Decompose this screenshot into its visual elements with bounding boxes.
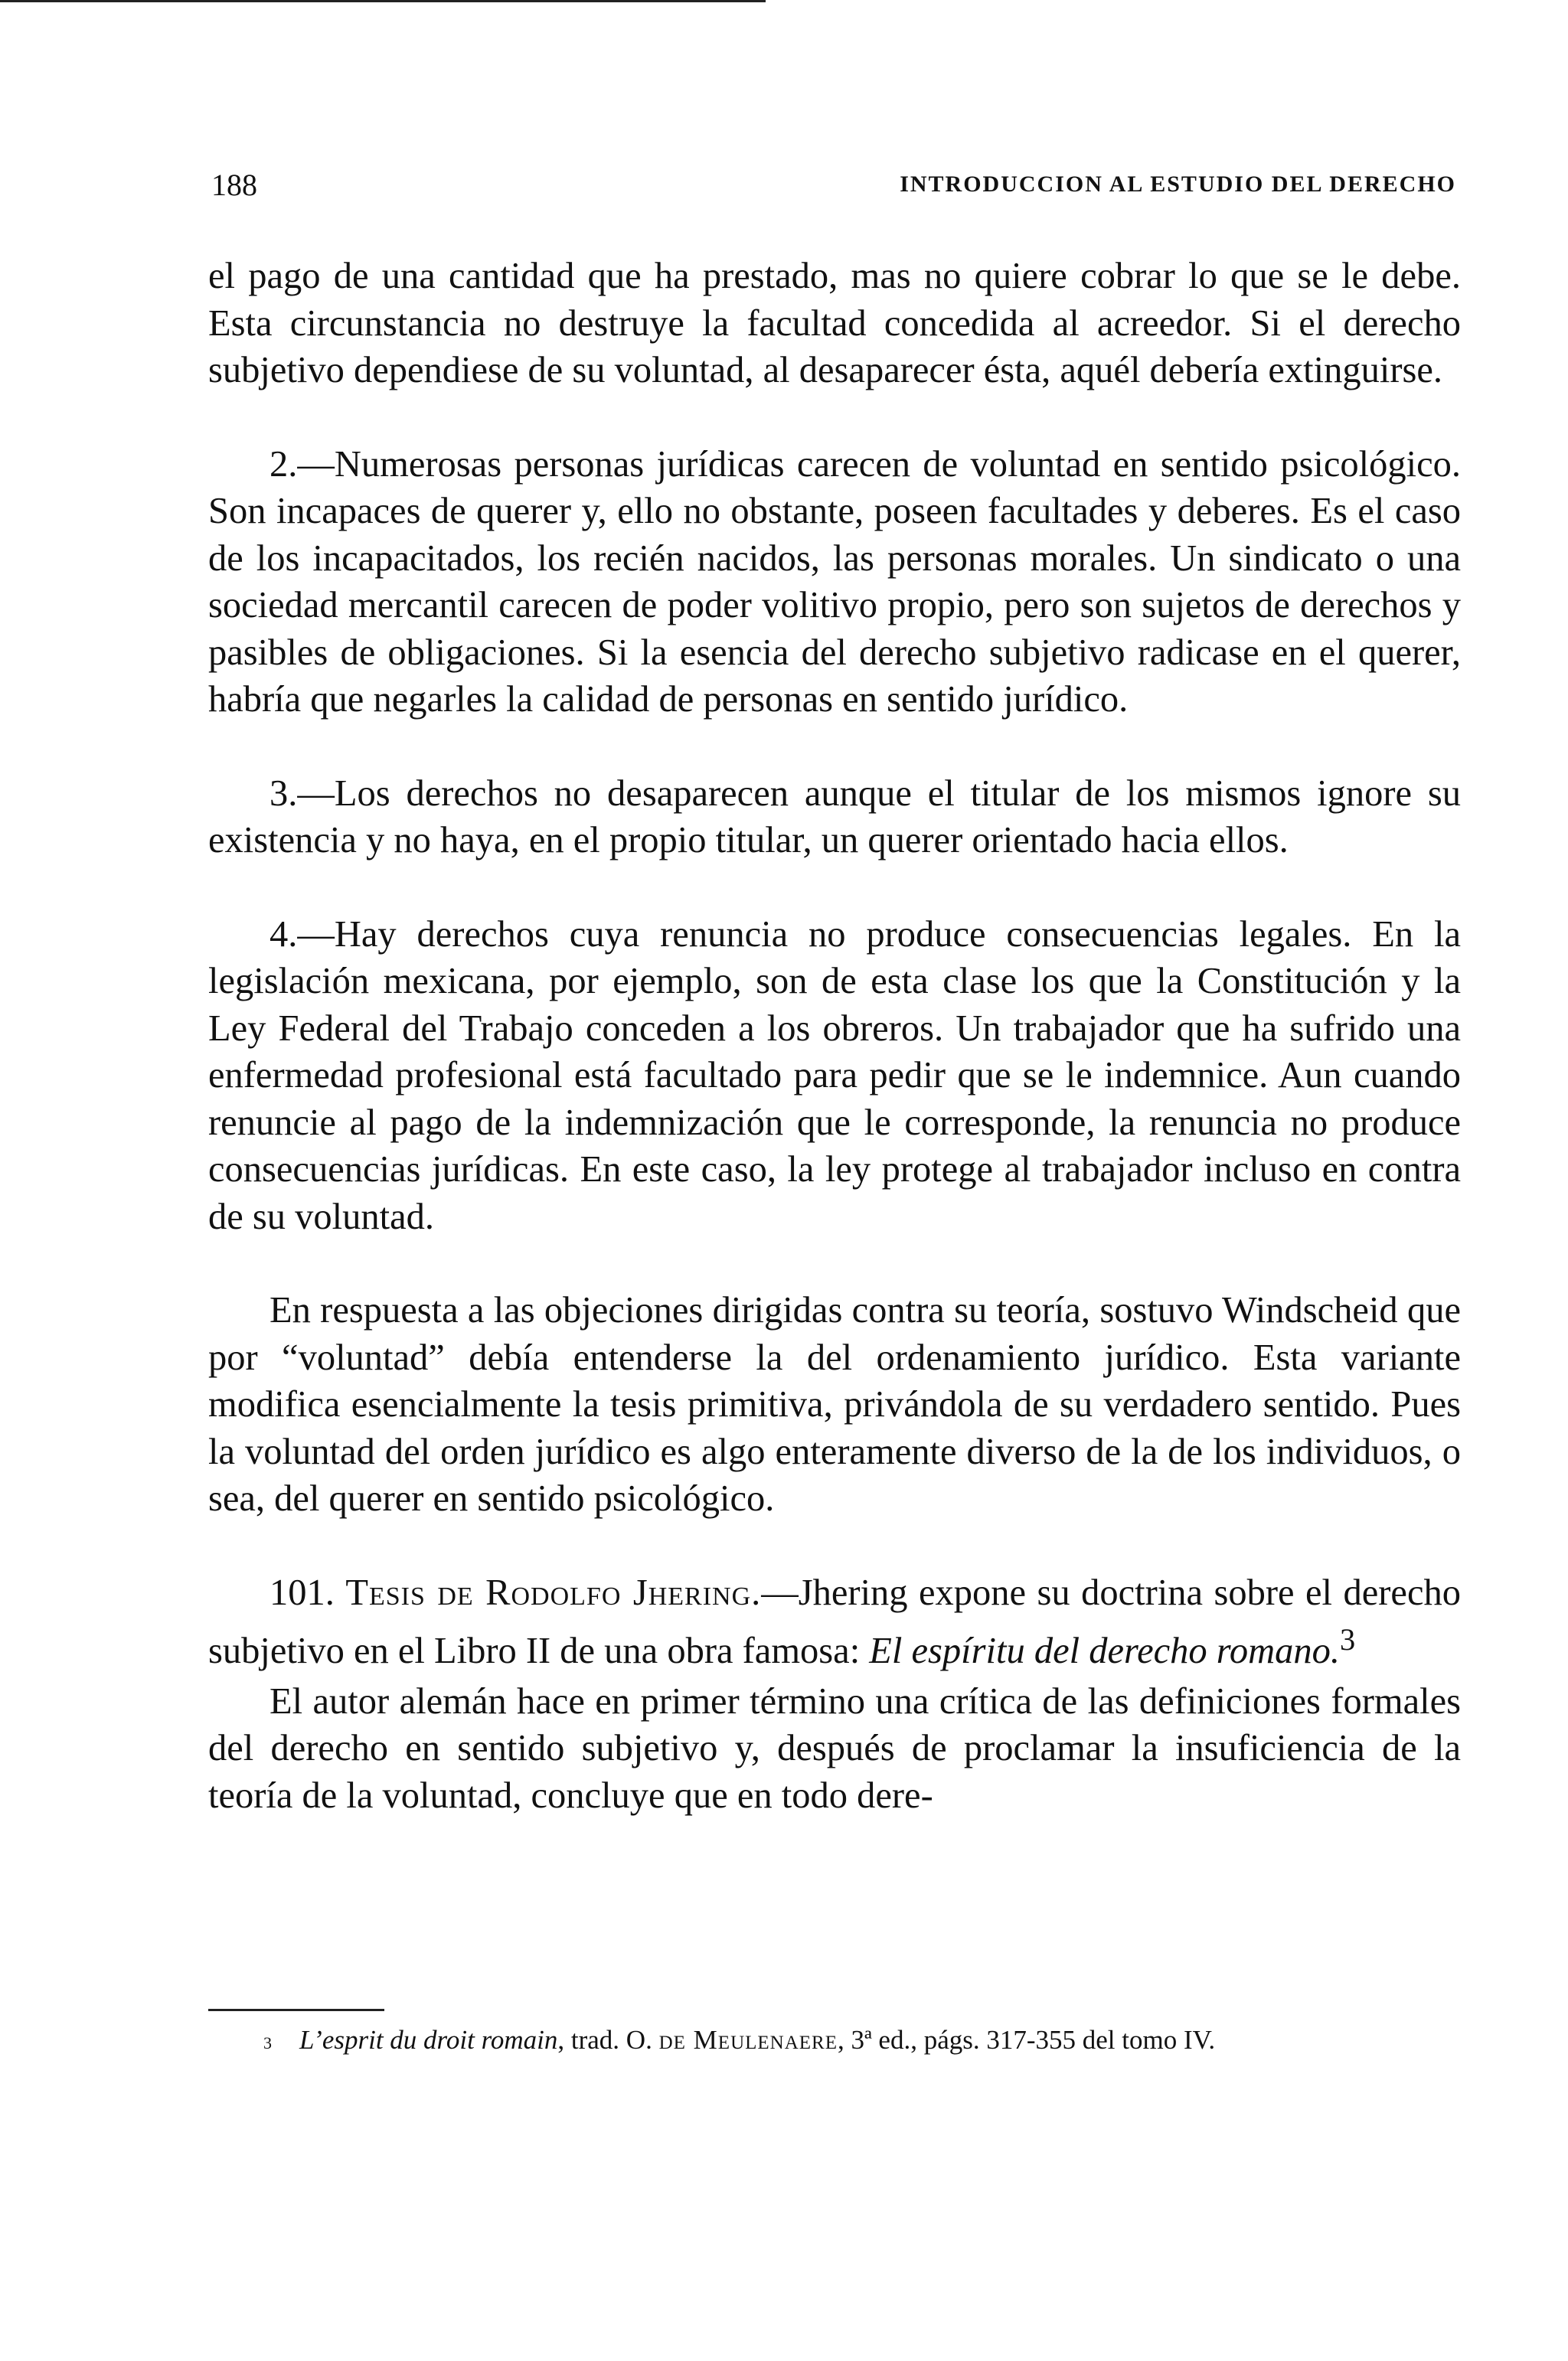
paragraph-4: 4.—Hay derechos cuya renuncia no produce consecuencias legales. En la legislación mexicana, por ejemplo, son de esta clase los que la Constitución y la Ley Federal del Trabajo conceden a los obreros. Un trabajador que ha sufrido una enfermedad profesional está facultado para pedir que se le indemnice. Aun cuando renuncie al pago de la indemnización que le corresponde, la renuncia no produce consecuencias jurídicas. En este caso, la ley protege al trabajador incluso en contra de su voluntad. (208, 913, 1461, 1237)
page-header (211, 167, 1456, 213)
section-heading: Tesis de Rodolfo Jhering. (345, 1572, 762, 1613)
section-text: —Jhering expone su doctrina sobre el derecho subjetivo en el Libro II de una obra famosa: (208, 1572, 1461, 1672)
footnote-rule (208, 2009, 384, 2011)
paragraph-7: El autor alemán hace en primer término una crítica de las definiciones formales del derecho en sentido subjetivo y, después de proclamar la insuficiencia de la teoría de la voluntad, concluye que en todo dere- (208, 1680, 1461, 1816)
paragraph-5: En respuesta a las objeciones dirigidas contra su teoría, sostuvo Windscheid que por “voluntad” debía entenderse la del ordenamiento jurídico. Esta variante modifica esencialmente la tesis primitiva, privándola de su verdadero sentido. Pues la voluntad del orden jurídico es algo enteramente diverso de la de los individuos, o sea, del querer en sentido psicológico. (208, 1290, 1461, 1519)
running-title: INTRODUCCION AL ESTUDIO DEL DERECHO (900, 171, 1456, 197)
paragraph-6 (208, 1569, 1461, 1675)
paragraph-1: el pago de una cantidad que ha prestado, mas no quiere cobrar lo que se le debe. Esta circunstancia no destruye la facultad concedida al acreedor. Si el derecho subjetivo dependiese de su voluntad, al desaparecer ésta, aquél debería extinguirse. (208, 256, 1461, 390)
scan-edge-line (0, 0, 766, 2)
paragraph-2: 2.—Numerosas personas jurídicas carecen de voluntad en sentido psicológico. Son incapaces de querer y, ello no obstante, poseen facultades y deberes. Es el caso de los incapacitados, los recién nacidos, las personas morales. Un sindicato o una sociedad mercantil carecen de poder volitivo propio, pero son sujetos de derechos y pasibles de obligaciones. Si la esencia del derecho subjetivo radicase en el querer, habría que negarles la calidad de personas en sentido jurídico. (208, 443, 1461, 720)
body-text (208, 253, 1461, 1819)
footnote-title: L’esprit du droit romain (299, 2025, 558, 2055)
paragraph-3: 3.—Los derechos no desaparecen aunque el titular de los mismos ignore su existencia y no haya, en el propio titular, un querer orientado hacia ellos. (208, 772, 1461, 860)
footnote-reference: 3 (1339, 1622, 1356, 1657)
footnote-mark: 3 (263, 2033, 272, 2052)
footnote-translator: Meulenaere (693, 2025, 838, 2055)
footnote-rest: , 3ª ed., págs. 317-355 del tomo IV. (838, 2025, 1216, 2055)
footnote (263, 2023, 1465, 2057)
page-number: 188 (211, 168, 257, 202)
footnote-text: , trad. O. (557, 2025, 659, 2055)
section-number: 101. (270, 1572, 346, 1613)
book-title: El espíritu del derecho romano. (869, 1631, 1340, 1672)
footnote-translator-prefix: de (658, 2025, 694, 2055)
